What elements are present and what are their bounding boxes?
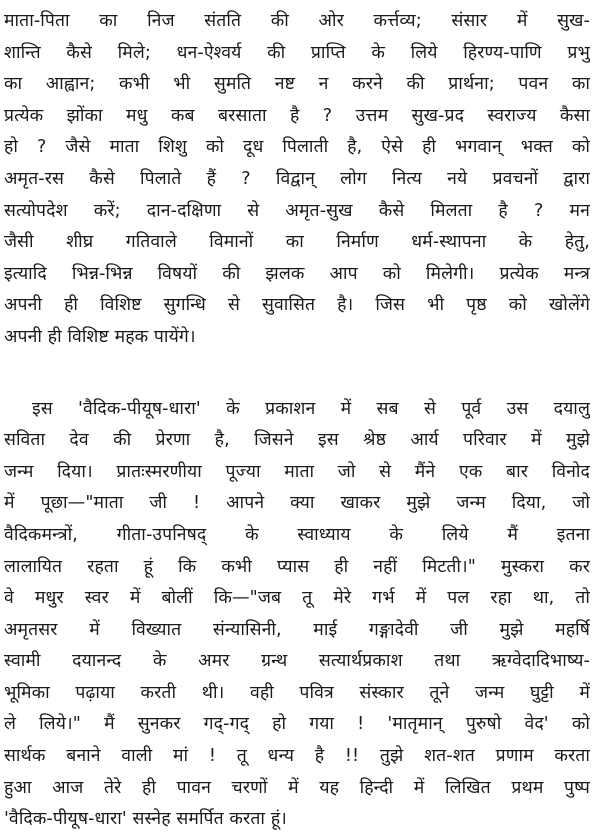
text-line: हुआ आज तेरे ही पावन चरणों में यह हिन्दी में लिखित प्रथम पुष्प: [4, 777, 590, 798]
text-line: भूमिका पढ़ाया करती थी। वही पवित्र संस्कार तूने जन्म घुट्टी में: [4, 682, 590, 703]
text-line: जन्म दिया। प्रातःस्मरणीया पूज्या माता जो से मैंने एक बार विनोद: [4, 461, 590, 482]
text-line: इस 'वैदिक-पीयूष-धारा' के प्रकाशन में सब से पूर्व उस दयालु: [32, 398, 590, 419]
text-line: जैसी शीघ्र गतिवाले विमानों का निर्माण धर्म-स्थापना के हेतु,: [4, 232, 590, 253]
text-line: का आह्वान; कभी भी सुमति नष्ट न करने की प्रार्थना; पवन का: [4, 74, 590, 95]
text-line: सविता देव की प्रेरणा है, जिसने इस श्रेष्ठ आर्य परिवार में मुझे: [4, 430, 590, 451]
text-line: माता-पिता का निज संतति की ओर कर्त्तव्य; संसार में सुख-: [4, 11, 590, 31]
text-line: वे मधुर स्वर में बोलीं कि—"जब तू मेरे गर्भ में पल रहा था, तो: [4, 588, 590, 609]
text-line: अपनी ही विशिष्ट सुगन्धि से सुवासित है। जिस भी पृष्ठ को खोलेंगे: [4, 295, 590, 316]
text-line: सार्थक बनाने वाली मां ! तू धन्य है !! तुझे शत-शत प्रणाम करता: [4, 746, 590, 767]
text-line: सत्योपदेश करें; दान-दक्षिणा से अमृत-सुख कैसे मिलता है ? मन: [4, 200, 590, 221]
text-line: प्रत्येक झोंका मधु कब बरसाता है ? उत्तम सुख-प्रद स्वराज्य कैसा: [4, 105, 590, 126]
text-line: शान्ति कैसे मिले; धन-ऐश्वर्य की प्राप्ति के लिये हिरण्य-पाणि प्रभु: [4, 42, 590, 63]
text-line: वैदिकमन्त्रों, गीता-उपनिषद् के स्वाध्याय के लिये मैं इतना: [4, 524, 590, 545]
text-line: लालायित रहता हूं कि कभी प्यास ही नहीं मिटती।" मुस्करा कर: [4, 556, 590, 577]
paragraph-2: [4, 394, 590, 836]
text-line: ले लिये।" मैं सुनकर गद्-गद् हो गया ! 'मातृमान् पुरुषो वेद' को: [4, 714, 590, 735]
paragraph-gap: [4, 354, 590, 394]
text-line: हो ? जैसे माता शिशु को दूध पिलाती है, ऐसे ही भगवान् भक्त को: [4, 137, 590, 158]
text-line: 'वैदिक-पीयूष-धारा' सस्नेह समर्पित करता हूं।: [4, 809, 287, 830]
text-line: में पूछा—"माता जी ! आपने क्या खाकर मुझे जन्म दिया, जो: [4, 493, 590, 514]
text-line: अपनी ही विशिष्ट महक पायेंगे।: [4, 326, 196, 347]
text-line: स्वामी दयानन्द के अमर ग्रन्थ सत्यार्थप्रकाश तथा ऋग्वेदादिभाष्य-: [4, 651, 590, 672]
paragraph-1: [4, 6, 590, 354]
text-line: इत्यादि भिन्न-भिन्न विषयों की झलक आप को मिलेगी। प्रत्येक मन्त्र: [4, 263, 590, 284]
text-line: अमृतसर में विख्यात संन्यासिनी, माई गङ्गादेवी जी मुझे महर्षि: [4, 619, 590, 640]
text-line: अमृत-रस कैसे पिलाते हैं ? विद्वान् लोग नित्य नये प्रवचनों द्वारा: [4, 168, 590, 189]
